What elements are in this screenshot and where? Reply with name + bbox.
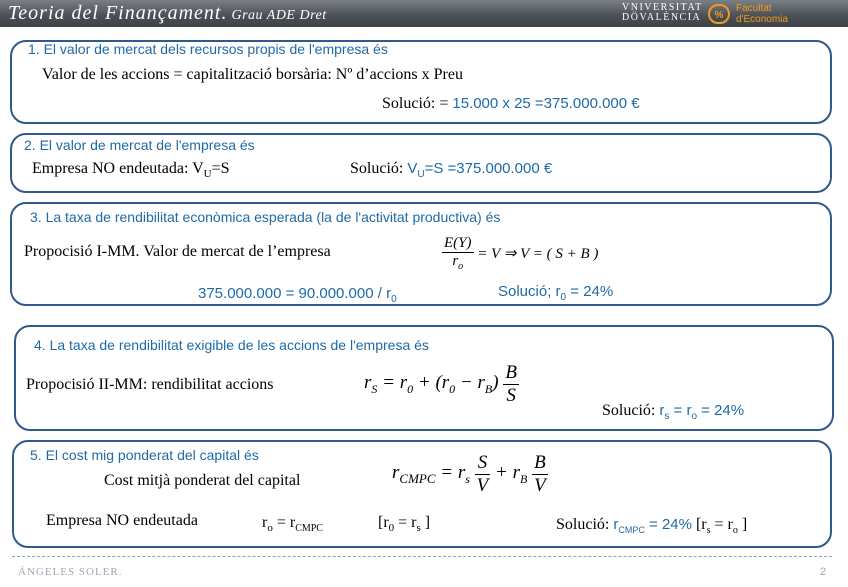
section-4-formula-lhs xyxy=(364,372,499,396)
university-line2: DÖVALÈNCIA xyxy=(622,12,702,23)
section-2-heading: 2. El valor de mercat de l'empresa és xyxy=(24,137,255,153)
section-3-heading: 3. La taxa de rendibilitat econòmica esperada (la de l'activitat productiva) és xyxy=(30,209,501,225)
s5-sol-sub: CMPC xyxy=(618,525,645,535)
s5-f2-num: B xyxy=(534,452,546,473)
section-3-den-sub: o xyxy=(458,261,464,272)
s4-frac-den: S xyxy=(503,384,519,407)
s4-sol-sub2: o xyxy=(691,411,697,422)
s5-br-sub: s xyxy=(706,525,711,537)
slide-header xyxy=(0,0,848,27)
s5-sol-r: r xyxy=(613,516,619,533)
s4-mid-sub: 0 xyxy=(407,381,414,396)
section-4-line: Propocisió II-MM: rendibilitat accions xyxy=(26,376,274,393)
section-2-line-rest: =S xyxy=(211,160,230,177)
title-subtitle: Grau ADE Dret xyxy=(231,8,327,23)
s5-s-sub: s xyxy=(465,471,470,486)
section-1-heading: 1. El valor de mercat dels recursos propis de l'empresa és xyxy=(28,41,388,57)
s4-frac-num: B xyxy=(505,362,517,383)
s5-br-sub2: o xyxy=(732,525,738,537)
section-2-line xyxy=(32,160,230,180)
section-2-sol-v: V xyxy=(407,160,418,177)
page-number: 2 xyxy=(820,566,827,578)
section-4-solution xyxy=(602,402,744,422)
university-logo xyxy=(622,3,703,23)
s5-plus: + r xyxy=(495,462,520,484)
section-2-sol-rest: =S =375.000.000 € xyxy=(424,160,553,177)
section-2-line-text: Empresa NO endeutada: V xyxy=(32,160,204,177)
section-5-line: Cost mitjà ponderat del capital xyxy=(104,472,301,489)
section-5-solution xyxy=(556,516,747,536)
section-5-heading: 5. El cost mig ponderat del capital és xyxy=(30,447,259,463)
section-3-solution xyxy=(498,283,613,303)
title-text: Teoria del Finançament. xyxy=(8,2,228,24)
section-3-formula-rest: = V ⇒ V = ( S + B ) xyxy=(477,246,599,262)
s5-lhs: r xyxy=(392,462,400,484)
s4-par1: + (r xyxy=(413,372,450,394)
faculty-line2: d'Economia xyxy=(736,14,788,25)
s4-mid: = r xyxy=(377,372,408,394)
section-2-solution xyxy=(350,160,552,180)
faculty-line1: Facultat xyxy=(736,3,772,14)
slide-title xyxy=(8,2,327,25)
s4-sol-sub1: s xyxy=(664,411,670,422)
footer-divider xyxy=(12,556,832,557)
section-2-solution-value xyxy=(407,160,553,180)
s5-eq2-sub: 0 xyxy=(388,522,395,535)
section-3-solution-sub: 0 xyxy=(560,292,567,303)
section-3-solution-label: Solució; r xyxy=(498,283,561,300)
s5-lhs-group xyxy=(392,462,470,486)
section-5-left: Empresa NO endeutada xyxy=(46,512,198,529)
s4-lhs: r xyxy=(364,372,372,394)
s5-f1-num: S xyxy=(477,452,488,473)
section-4-solution-label: Solució: xyxy=(602,402,656,419)
footer-author: ÁNGELES SOLER. xyxy=(18,566,123,578)
section-1-solution xyxy=(382,95,640,113)
section-3-calc-sub: 0 xyxy=(391,294,397,305)
section-5-eq2 xyxy=(378,514,430,534)
section-1-solution-label: Solució: = xyxy=(382,95,449,112)
section-5-fraction-2 xyxy=(532,452,548,497)
s5-sol-rest: = 24% xyxy=(644,516,692,533)
s5-f1-den: V xyxy=(476,475,489,496)
s4-sol-mid: = r xyxy=(669,402,692,419)
s4-par2: − r xyxy=(455,372,485,394)
s5-eq1-sub: o xyxy=(267,522,273,535)
s5-eq2-mid: = r xyxy=(394,514,417,531)
s4-lhs-sub: S xyxy=(371,381,378,396)
section-3-formula xyxy=(442,235,598,272)
s5-eq2-sub2: s xyxy=(416,522,421,535)
s5-f2-den: V xyxy=(534,475,546,496)
s5-eq2-r: [r xyxy=(378,514,389,531)
section-3-den-r: r xyxy=(452,253,459,269)
s5-br-mid: = r xyxy=(710,516,733,533)
s5-eq2-end: ] xyxy=(420,514,431,531)
s4-par3: ) xyxy=(492,372,499,394)
faculty-logo-icon: % xyxy=(708,4,730,24)
faculty-name xyxy=(736,3,788,25)
s5-eq1-sub2: CMPC xyxy=(295,523,323,535)
s5-plus-group xyxy=(495,462,528,486)
section-5-solution-label: Solució: xyxy=(556,516,610,533)
s5-br-r: [r xyxy=(695,516,707,533)
section-1-line: Valor de les accions = capitalització borsària: Nº d’accions x Preu xyxy=(42,66,463,83)
section-5-solution-value xyxy=(613,516,692,533)
s5-b-sub: B xyxy=(520,471,528,486)
section-3-fraction xyxy=(442,235,474,272)
s4-par1-sub: 0 xyxy=(449,381,456,396)
section-3-calc-text: 375.000.000 = 90.000.000 / r xyxy=(198,285,392,302)
section-3-line: Propocisió I-MM. Valor de mercat de l’empresa xyxy=(24,243,331,260)
section-1-solution-value: 15.000 x 25 =375.000.000 € xyxy=(452,95,640,112)
section-5-formula xyxy=(392,452,548,497)
s5-eq: = r xyxy=(435,462,466,484)
section-2-solution-label: Solució: xyxy=(350,160,404,177)
s4-par2-sub: B xyxy=(484,381,493,396)
section-3-solution-value: = 24% xyxy=(566,283,614,300)
section-2-line-sub: U xyxy=(203,168,212,181)
section-3-calc xyxy=(198,285,397,305)
section-3-frac-num: E(Y) xyxy=(444,235,472,251)
s5-br-end: ] xyxy=(737,516,748,533)
section-5-solution-bracket xyxy=(695,516,748,537)
university-line1: VNIVERSITAT xyxy=(622,2,703,13)
section-4-solution-value xyxy=(659,402,745,422)
section-4-heading: 4. La taxa de rendibilitat exigible de les accions de l'empresa és xyxy=(34,337,429,353)
section-3-frac-den xyxy=(442,252,474,272)
section-4-formula xyxy=(364,362,519,407)
s4-sol-r: r xyxy=(659,402,665,419)
s5-eq1-mid: = r xyxy=(272,514,296,531)
s4-sol-rest: = 24% xyxy=(697,402,745,419)
section-5-fraction-1 xyxy=(475,452,491,497)
s5-lhs-sub: CMPC xyxy=(399,470,436,486)
section-4-fraction xyxy=(503,362,519,407)
section-5-eq1 xyxy=(262,514,323,534)
section-2-sol-sub: U xyxy=(417,169,425,180)
s5-eq1-r: r xyxy=(262,514,268,531)
